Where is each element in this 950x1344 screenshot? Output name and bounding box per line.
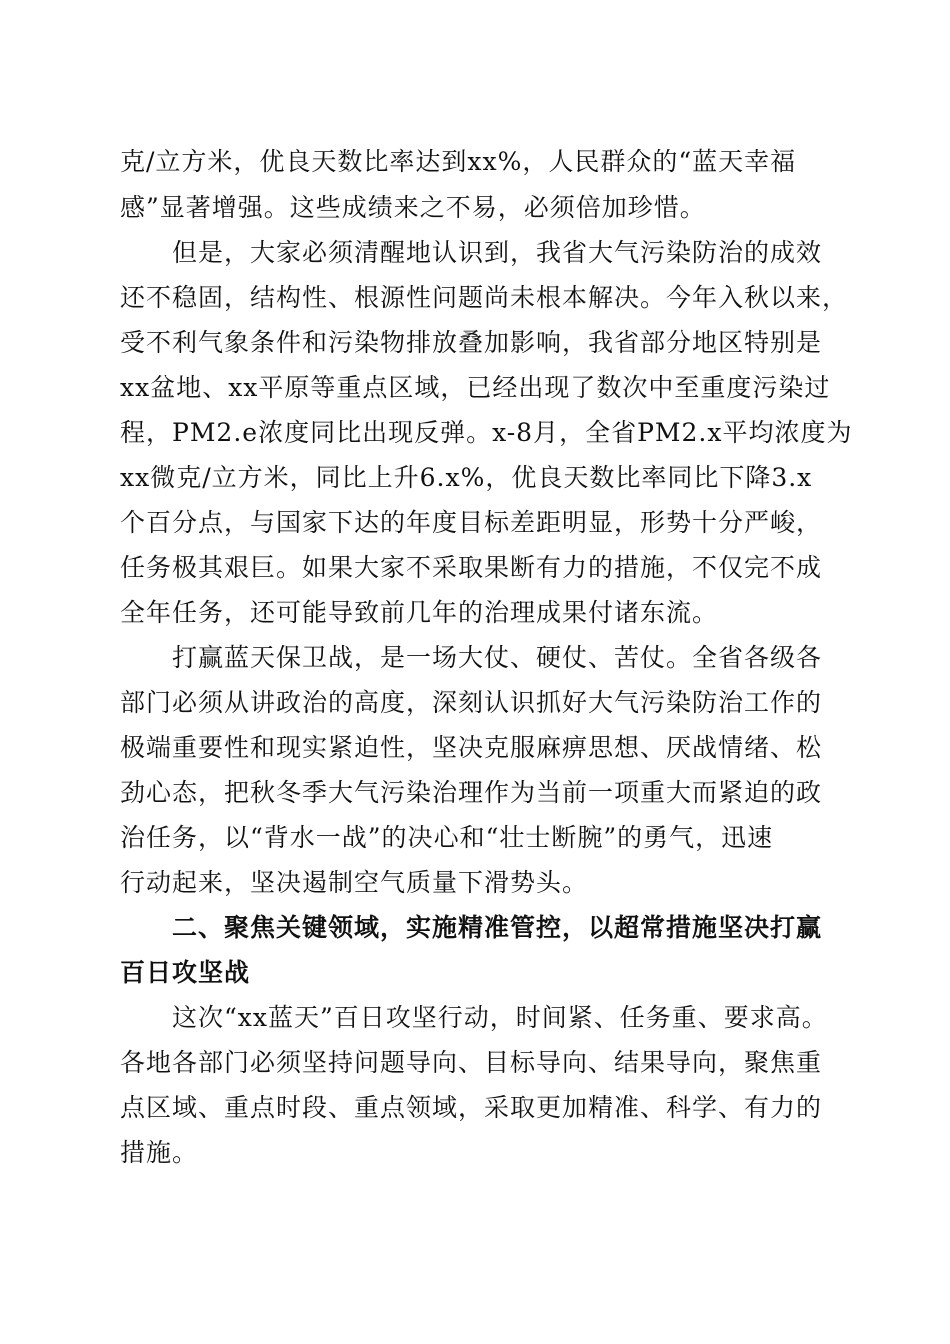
text-line: 感”显著增强。这些成绩来之不易，必须倍加珍惜。 bbox=[120, 193, 706, 222]
text-line: 程，PM2.e浓度同比出现反弹。x-8月，全省PM2.x平均浓度为 bbox=[120, 418, 853, 447]
section-heading: 二、聚焦关键领域，实施精准管控，以超常措施坚决打赢 bbox=[172, 913, 823, 942]
text-line: 克/立方米，优良天数比率达到xx%，人民群众的“蓝天幸福 bbox=[120, 147, 797, 176]
text-line: 任务极其艰巨。如果大家不采取果断有力的措施，不仅完不成 bbox=[120, 553, 823, 582]
text-line: 点区域、重点时段、重点领域，采取更加精准、科学、有力的 bbox=[120, 1093, 823, 1122]
text-line: 治任务，以“背水一战”的决心和“壮士断腕”的勇气，迅速 bbox=[120, 823, 774, 852]
text-line: 部门必须从讲政治的高度，深刻认识抓好大气污染防治工作的 bbox=[120, 688, 823, 717]
text-line: 行动起来，坚决遏制空气质量下滑势头。 bbox=[120, 868, 589, 897]
text-line: 劲心态，把秋冬季大气污染治理作为当前一项重大而紧迫的政 bbox=[120, 778, 823, 807]
text-line: 个百分点，与国家下达的年度目标差距明显，形势十分严峻， bbox=[120, 508, 823, 537]
text-line: 措施。 bbox=[120, 1138, 199, 1167]
text-line: xx盆地、xx平原等重点区域，已经出现了数次中至重度污染过 bbox=[120, 373, 831, 402]
text-line: 受不利气象条件和污染物排放叠加影响，我省部分地区特别是 bbox=[120, 328, 823, 357]
text-line: 打赢蓝天保卫战，是一场大仗、硬仗、苦仗。全省各级各 bbox=[172, 643, 823, 672]
text-line: 但是，大家必须清醒地认识到，我省大气污染防治的成效 bbox=[172, 238, 823, 267]
text-line: 各地各部门必须坚持问题导向、目标导向、结果导向，聚焦重 bbox=[120, 1048, 823, 1077]
section-heading: 百日攻坚战 bbox=[120, 958, 251, 987]
text-line: 这次“xx蓝天”百日攻坚行动，时间紧、任务重、要求高。 bbox=[172, 1003, 828, 1032]
text-line: 极端重要性和现实紧迫性，坚决克服麻痹思想、厌战情绪、松 bbox=[120, 733, 823, 762]
text-line: 全年任务，还可能导致前几年的治理成果付诸东流。 bbox=[120, 598, 719, 627]
text-line: xx微克/立方米，同比上升6.x%，优良天数比率同比下降3.x bbox=[120, 463, 813, 492]
text-line: 还不稳固，结构性、根源性问题尚未根本解决。今年入秋以来， bbox=[120, 283, 849, 312]
